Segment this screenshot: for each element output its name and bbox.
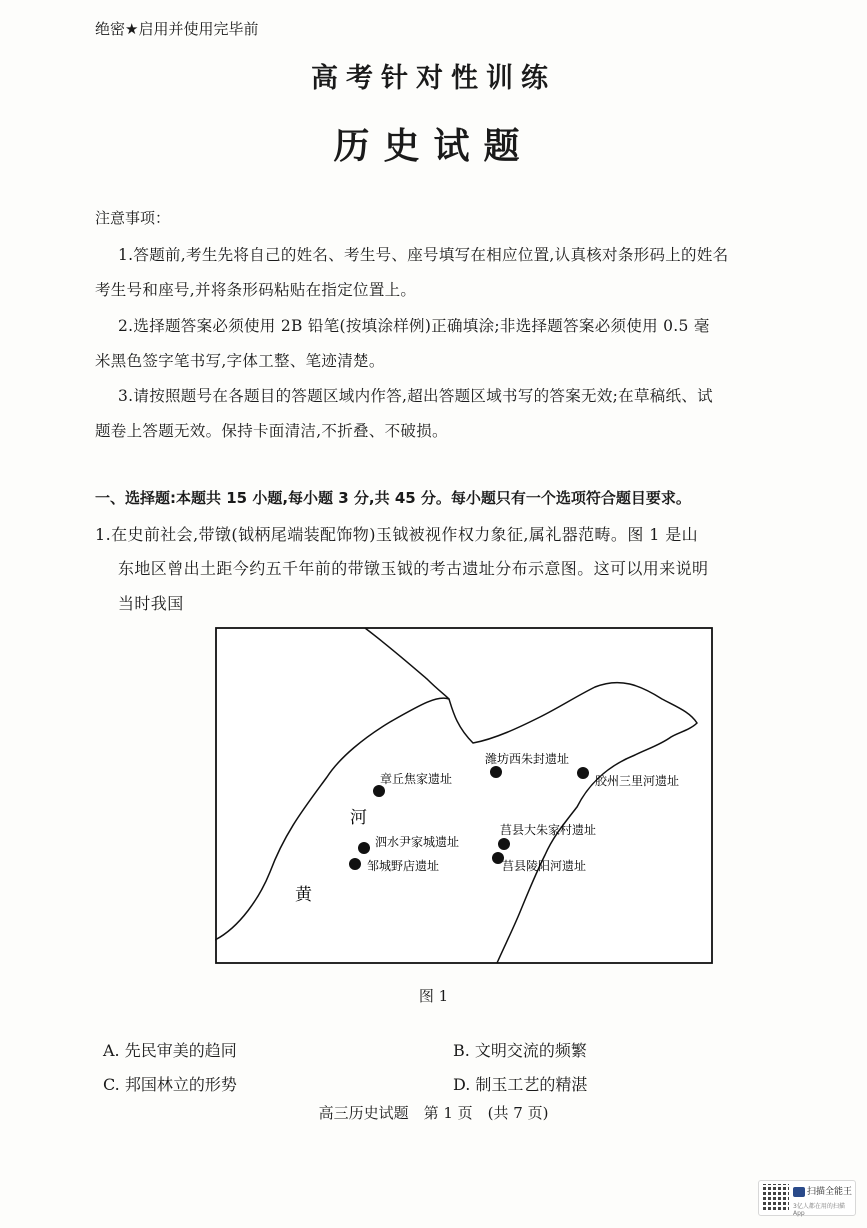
option-d: D. 制玉工艺的精湛 bbox=[453, 1075, 588, 1094]
notice-line-3: 2.选择题答案必须使用 2B 铅笔(按填涂样例)正确填涂;非选择题答案必须使用 0.5 毫 bbox=[118, 317, 710, 335]
river-char-he: 河 bbox=[350, 808, 367, 828]
site-label-zhangqiu: 章丘焦家遗址 bbox=[380, 772, 453, 786]
question-1-line-1: 1.在史前社会,带镦(钺柄尾端装配饰物)玉钺被视作权力象征,属礼器范畴。图 1 是山 bbox=[95, 525, 699, 544]
site-label-weifang: 潍坊西朱封遗址 bbox=[485, 752, 570, 766]
option-c: C. 邦国林立的形势 bbox=[103, 1075, 237, 1094]
qr-code-overlay bbox=[763, 1184, 789, 1210]
scanner-name: 扫描全能王 bbox=[807, 1187, 853, 1197]
scanner-app-icon bbox=[793, 1187, 805, 1197]
site-label-lingyanghe: 莒县陵阳河遗址 bbox=[502, 859, 587, 873]
site-label-zoucheng: 邹城野店遗址 bbox=[367, 859, 440, 873]
site-marker-sishui bbox=[358, 842, 370, 854]
scanner-subtitle: 3亿人都在用的扫描App bbox=[793, 1203, 845, 1217]
map-frame bbox=[216, 628, 712, 963]
site-marker-jiaozhou bbox=[577, 767, 589, 779]
question-1-line-2: 东地区曾出土距今约五千年前的带镦玉钺的考古遗址分布示意图。这可以用来说明 bbox=[118, 559, 709, 578]
site-marker-weifang bbox=[490, 766, 502, 778]
site-marker-dazhujia bbox=[498, 838, 510, 850]
site-label-sishui: 泗水尹家城遗址 bbox=[375, 835, 460, 849]
site-label-jiaozhou: 胶州三里河遗址 bbox=[595, 774, 680, 788]
option-b: B. 文明交流的频繁 bbox=[453, 1041, 587, 1060]
archaeological-site-map bbox=[215, 627, 713, 964]
scanner-watermark bbox=[758, 1180, 856, 1216]
river-char-huang: 黄 bbox=[295, 885, 312, 905]
notice-heading: 注意事项： bbox=[95, 209, 171, 227]
map-svg bbox=[215, 627, 713, 964]
subject-title: 历史试题 bbox=[333, 125, 534, 167]
confidential-label: 绝密★启用并使用完毕前 bbox=[95, 20, 259, 38]
question-1-line-3: 当时我国 bbox=[118, 594, 184, 613]
notice-line-2: 考生号和座号,并将条形码粘贴在指定位置上。 bbox=[95, 281, 417, 299]
site-label-dazhujia: 莒县大朱家村遗址 bbox=[500, 823, 597, 837]
figure-caption: 图 1 bbox=[418, 987, 449, 1005]
notice-line-5: 3.请按照题号在各题目的答题区域内作答,超出答题区域书写的答案无效;在草稿纸、试 bbox=[118, 387, 713, 405]
option-a: A. 先民审美的趋同 bbox=[103, 1041, 237, 1060]
notice-line-1: 1.答题前,考生先将自己的姓名、考生号、座号填写在相应位置,认真核对条形码上的姓名 bbox=[118, 246, 729, 264]
site-marker-zhangqiu bbox=[373, 785, 385, 797]
exam-title: 高考针对性训练 bbox=[311, 63, 556, 94]
site-marker-zoucheng bbox=[349, 858, 361, 870]
notice-line-4: 米黑色签字笔书写,字体工整、笔迹清楚。 bbox=[95, 352, 385, 370]
notice-line-6: 题卷上答题无效。保持卡面清洁,不折叠、不破损。 bbox=[95, 422, 448, 440]
section-heading: 一、选择题:本题共 15 小题,每小题 3 分,共 45 分。每小题只有一个选项符合题目要求。 bbox=[95, 489, 691, 507]
page-footer: 高三历史试题 第 1 页 (共 7 页) bbox=[318, 1104, 549, 1122]
